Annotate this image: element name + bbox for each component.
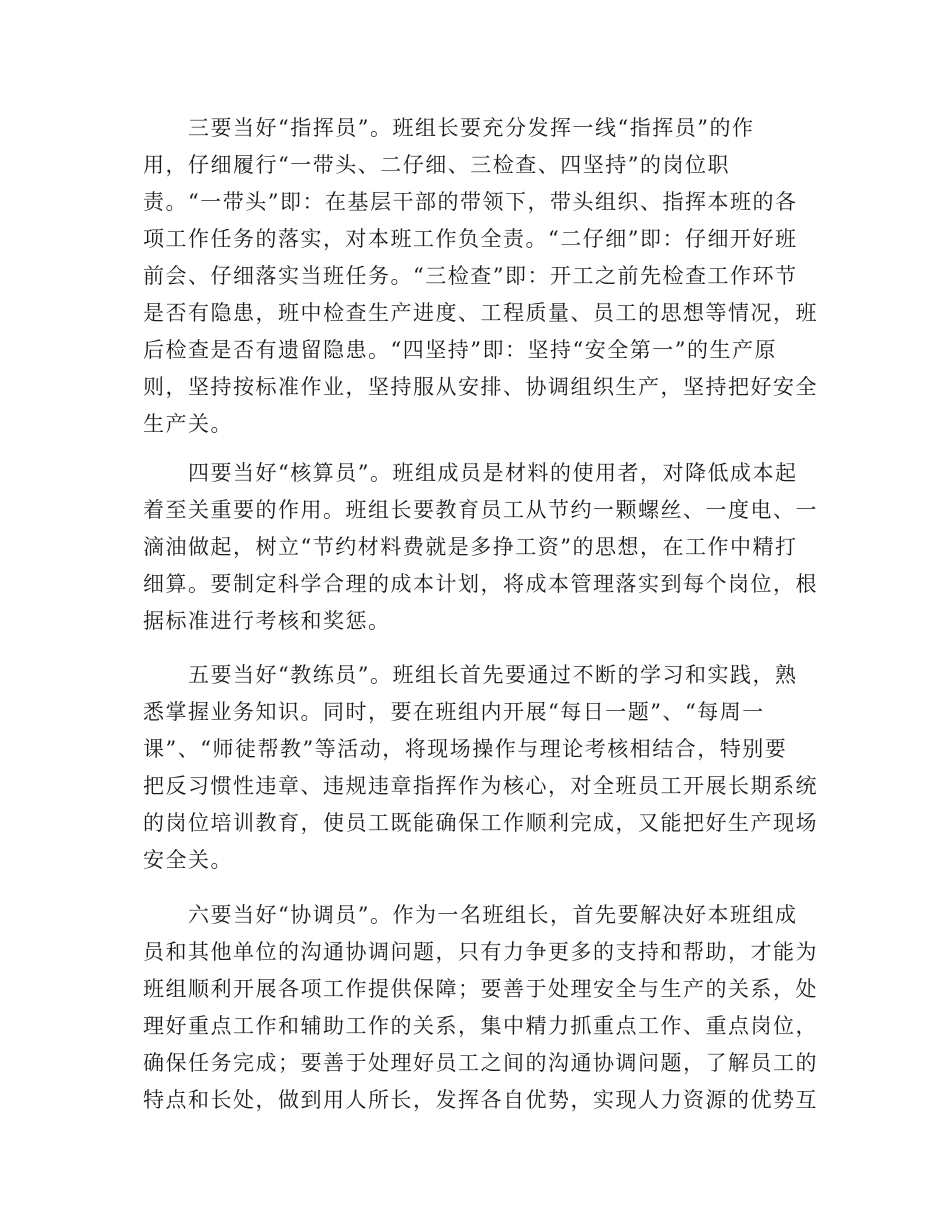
text-line: 六要当好“协调员”。作为一名班组长，首先要解决好本班组成 [143, 903, 798, 927]
text-line: 安全关。 [143, 848, 233, 872]
text-line: 用，仔细履行“一带头、二仔细、三检查、四坚持”的岗位职 [143, 153, 730, 177]
text-line: 项工作任务的落实，对本班工作负全责。“二仔细”即：仔细开好班 [143, 227, 798, 251]
text-line: 生产关。 [143, 412, 233, 436]
text-line: 后检查是否有遗留隐患。“四坚持”即：坚持“安全第一”的生产原 [143, 338, 777, 362]
text-line: 确保任务完成；要善于处理好员工之间的沟通协调问题，了解员工的 [143, 1051, 818, 1075]
text-line: 课”、“师徒帮教”等活动，将现场操作与理论考核相结合，特别要 [143, 737, 788, 761]
paragraph-commander [143, 110, 818, 443]
text-line: 是否有隐患，班中检查生产进度、工程质量、员工的思想等情况，班 [143, 301, 818, 325]
paragraph-coach [143, 657, 818, 879]
text-line: 四要当好“核算员”。班组成员是材料的使用者，对降低成本起 [143, 461, 798, 485]
text-line: 三要当好“指挥员”。班组长要充分发挥一线“指挥员”的作 [143, 116, 755, 140]
text-line: 着至关重要的作用。班组长要教育员工从节约一颗螺丝、一度电、一 [143, 498, 818, 522]
text-line: 悉掌握业务知识。同时，要在班组内开展“每日一题”、“每周一 [143, 700, 765, 724]
paragraph-accountant [143, 455, 818, 640]
text-line: 班组顺利开展各项工作提供保障；要善于处理安全与生产的关系，处 [143, 977, 818, 1001]
text-line: 的岗位培训教育，使员工既能确保工作顺利完成，又能把好生产现场 [143, 811, 818, 835]
text-line: 滴油做起，树立“节约材料费就是多挣工资”的思想，在工作中精打 [143, 535, 798, 559]
text-line: 特点和长处，做到用人所长，发挥各自优势，实现人力资源的优势互 [143, 1088, 818, 1112]
text-line: 据标准进行考核和奖惩。 [143, 609, 391, 633]
text-line: 五要当好“教练员”。班组长首先要通过不断的学习和实践，熟 [143, 663, 798, 687]
text-line: 前会、仔细落实当班任务。“三检查”即：开工之前先检查工作环节 [143, 264, 798, 288]
text-line: 则，坚持按标准作业，坚持服从安排、协调组织生产，坚持把好安全 [143, 375, 818, 399]
text-line: 细算。要制定科学合理的成本计划，将成本管理落实到每个岗位，根 [143, 572, 818, 596]
text-line: 把反习惯性违章、违规违章指挥作为核心，对全班员工开展长期系统 [143, 774, 818, 798]
text-line: 理好重点工作和辅助工作的关系，集中精力抓重点工作、重点岗位， [143, 1014, 818, 1038]
text-line: 员和其他单位的沟通协调问题，只有力争更多的支持和帮助，才能为 [143, 940, 818, 964]
text-line: 责。“一带头”即：在基层干部的带领下，带头组织、指挥本班的各 [143, 190, 798, 214]
paragraph-coordinator [143, 897, 818, 1119]
